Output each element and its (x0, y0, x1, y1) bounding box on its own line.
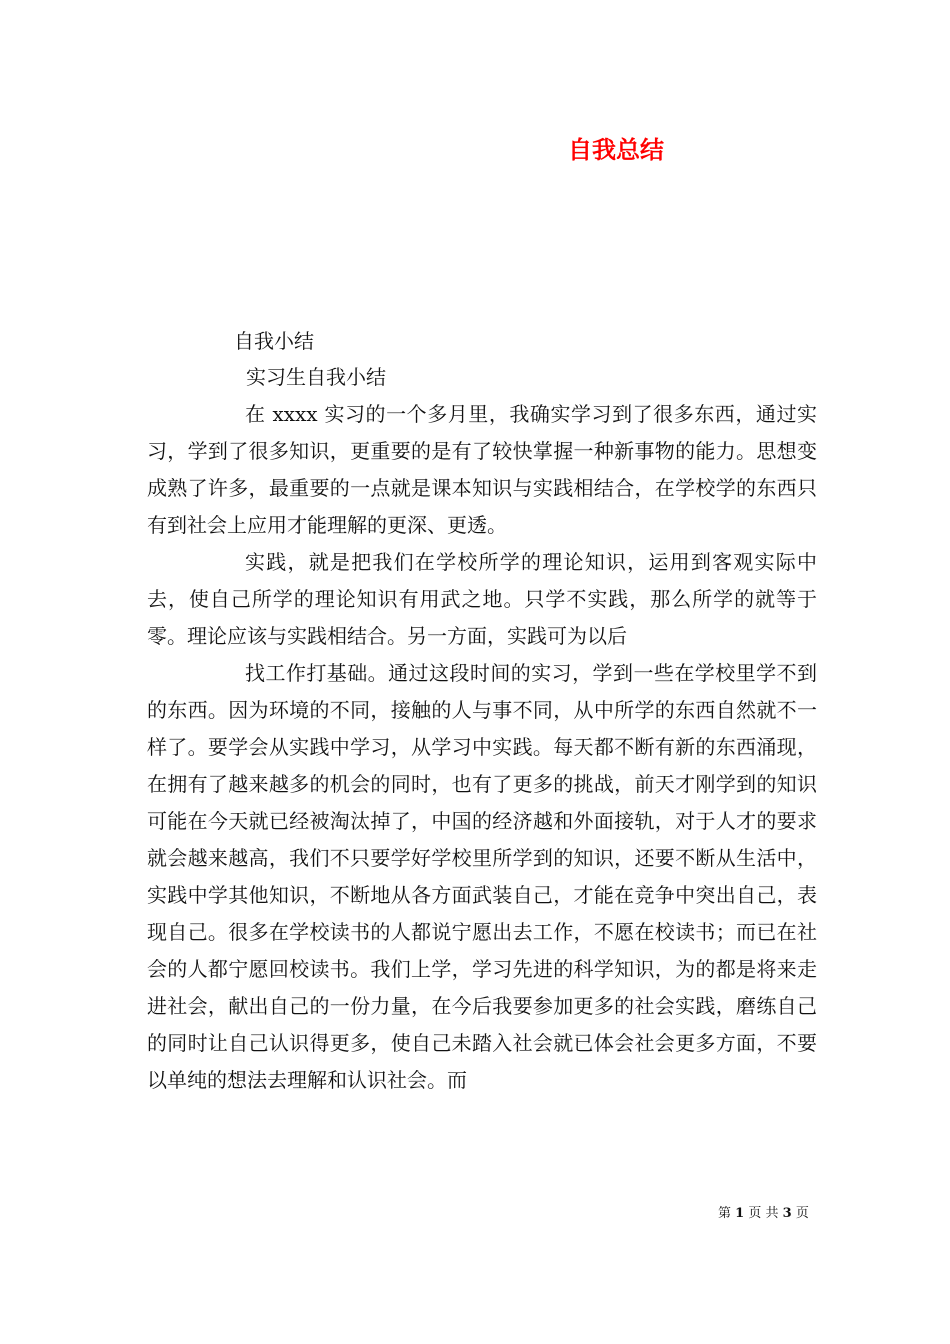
current-page-number: 1 (735, 1206, 745, 1221)
subsection-heading: 实习生自我小结 (246, 365, 386, 389)
body-text (147, 396, 817, 544)
page-title: 自我总结 (568, 136, 664, 164)
total-pages-number: 3 (782, 1206, 792, 1221)
body-text (147, 655, 817, 1099)
paragraph: 找工作打基础。通过这段时间的实习，学到一些在学校里学不到的东西。因为环境的不同，接触的人与事不同，从中所学的东西自然就不一样了。要学会从实践中学习，从学习中实践。每天都不断有新的东西涌现，在拥有了越来越多的机会的同时，也有了更多的挑战，前天才刚学到的知识可能在今天就已经被淘汰掉了，中国的经济越和外面接轨，对于人才的要求就会越来越高，我们不只要学好学校里所学到的知识，还要不断从生活中，实践中学其他知识，不断地从各方面武装自己，才能在竞争中突出自己，表现自己。很多在学校读书的人都说宁愿出去工作，不愿在校读书；而已在社会的人都宁愿回校读书。我们上学，学习先进的科学知识，为的都是将来走进社会，献出自己的一份力量，在今后我要参加更多的社会实践，磨练自己的同时让自己认识得更多，使自己未踏入社会就已体会社会更多方面，不要以单纯的想法去理解和认识社会。而 (147, 661, 817, 1092)
paragraph: 在 xxxx 实习的一个多月里，我确实学习到了很多东西，通过实习，学到了很多知识，更重要的是有了较快掌握一种新事物的能力。思想变成熟了许多，最重要的一点就是课本知识与实践相结合，在学校学的东西只有到社会上应用才能理解的更深、更透。 (147, 402, 817, 537)
footer-prefix: 第 (718, 1206, 732, 1221)
body-text (147, 544, 817, 655)
page-footer (718, 1205, 809, 1223)
footer-middle: 页 共 (748, 1206, 779, 1221)
footer-suffix: 页 (795, 1206, 809, 1221)
section-heading: 自我小结 (234, 329, 314, 353)
paragraph: 实践，就是把我们在学校所学的理论知识，运用到客观实际中去，使自己所学的理论知识有用武之地。只学不实践，那么所学的就等于零。理论应该与实践相结合。另一方面，实践可为以后 (147, 550, 817, 648)
